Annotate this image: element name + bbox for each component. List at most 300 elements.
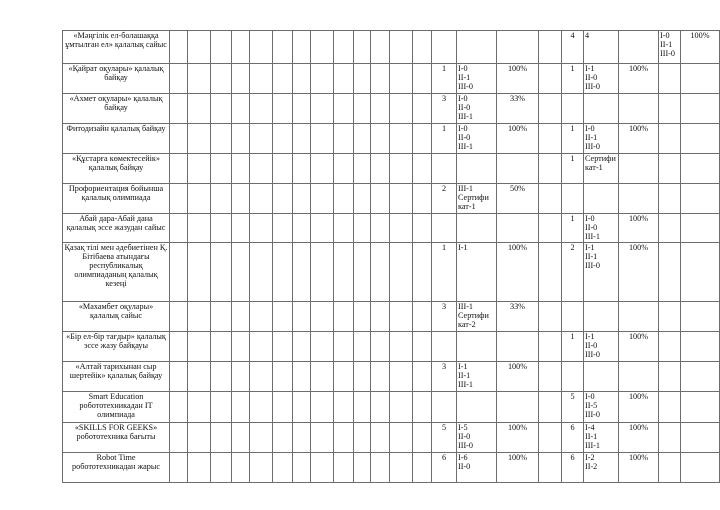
empty-cell [390,423,413,453]
placement-line: кат-1 [585,163,603,172]
empty-cell [354,214,371,243]
empty-cell [170,154,188,184]
empty-cell [371,392,390,423]
placement-line: III-1 [458,142,473,151]
empty-cell [188,392,211,423]
placements-b [584,154,619,184]
quality-percent-a: 100% [497,124,539,154]
placement-line: III-1 [585,441,600,450]
participants-count-b: 4 [562,31,584,64]
empty-cell [170,64,188,94]
empty-cell [170,302,188,332]
placements-b [584,302,619,332]
placements-c [659,154,681,184]
quality-percent-a: 50% [497,184,539,214]
empty-cell [311,243,334,302]
empty-cell [273,362,293,392]
quality-percent-b: 100% [619,124,659,154]
empty-cell [170,332,188,362]
empty-cell [413,453,432,483]
empty-cell [413,243,432,302]
empty-cell [334,124,354,154]
competition-name: «SKILLS FOR GEEKS» робототехника бағыты [74,423,158,441]
placement-line: I-5 [458,423,468,432]
table-row [63,332,720,362]
results-table [62,30,720,483]
quality-percent-a [497,332,539,362]
empty-cell [390,124,413,154]
empty-cell [371,214,390,243]
placement-line: III-0 [660,49,675,58]
competition-name: Smart Education робототехникадан IT олимпиада [79,392,153,419]
quality-percent-a: 33% [497,94,539,124]
quality-percent-c [681,453,720,483]
empty-cell [311,124,334,154]
empty-cell [293,31,311,64]
empty-cell [390,154,413,184]
empty-cell [293,184,311,214]
placement-line: I-4 [585,423,595,432]
placement-line: II-0 [458,133,471,142]
competition-name-cell [63,124,170,154]
competition-name: «Махамбет оқулары» қалалық сайыс [78,302,154,320]
placements-b [584,423,619,453]
empty-cell [293,243,311,302]
empty-cell [293,302,311,332]
empty-cell [371,31,390,64]
competition-name-cell [63,453,170,483]
empty-cell [232,453,250,483]
empty-cell [413,94,432,124]
table-row [63,423,720,453]
empty-cell [273,332,293,362]
empty-cell [334,214,354,243]
quality-percent-b: 100% [619,214,659,243]
quality-percent-b: 100% [619,453,659,483]
placement-line: III-1 [458,380,473,389]
empty-cell [390,302,413,332]
placements-c [659,243,681,302]
quality-percent-c [681,392,720,423]
empty-cell [170,214,188,243]
quality-percent-c [681,154,720,184]
participants-count-a [432,214,457,243]
placement-line: III-0 [585,142,600,151]
placement-line: 4 [585,31,590,40]
quality-percent-a [497,154,539,184]
placement-line: III-1 [458,184,473,193]
quality-percent-c [681,302,720,332]
placement-line: II-1 [458,73,471,82]
empty-cell [232,362,250,392]
empty-cell [413,31,432,64]
empty-cell [211,302,232,332]
competition-name: Профориентация бойынша қалалық олимпиада [68,184,164,202]
participants-count-a: 1 [432,124,457,154]
empty-cell [413,362,432,392]
empty-cell [232,94,250,124]
empty-cell [188,243,211,302]
empty-cell [232,332,250,362]
quality-percent-c [681,184,720,214]
empty-cell [188,453,211,483]
placements-a [457,362,497,392]
empty-cell [390,214,413,243]
placement-line: I-0 [585,214,595,223]
placement-line: I-1 [585,243,595,252]
participants-count-b: 1 [562,214,584,243]
empty-cell [250,423,273,453]
placement-line: кат-1 [458,202,476,211]
placements-b [584,392,619,423]
empty-cell [293,453,311,483]
empty-cell [390,243,413,302]
empty-cell [371,423,390,453]
empty-cell [170,392,188,423]
participants-count-a: 3 [432,362,457,392]
quality-percent-c [681,243,720,302]
placement-line: II-0 [458,103,471,112]
empty-cell [413,64,432,94]
participants-count-b [562,94,584,124]
table-row [63,94,720,124]
placements-b [584,184,619,214]
placement-line: III-1 [458,112,473,121]
placements-c [659,392,681,423]
placement-line: I-0 [585,124,595,133]
competition-name-cell [63,64,170,94]
empty-cell [273,302,293,332]
empty-cell [334,362,354,392]
participants-count-b [562,362,584,392]
empty-cell [211,214,232,243]
placements-a [457,423,497,453]
competition-name: «Бір ел-бір тағдыр» қалалық эссе жазу байқауы [66,332,166,350]
empty-cell [334,453,354,483]
quality-percent-b [619,302,659,332]
empty-cell [413,214,432,243]
empty-cell [211,184,232,214]
empty-cell [293,124,311,154]
placement-line: II-0 [585,223,598,232]
participants-count-b [562,184,584,214]
empty-cell [273,392,293,423]
empty-cell [250,332,273,362]
empty-cell [188,423,211,453]
competition-name: Robot Time робототехникадан жарыс [72,453,160,471]
placements-c [659,184,681,214]
competition-name-cell [63,243,170,302]
empty-cell [250,31,273,64]
placements-a [457,94,497,124]
empty-cell [390,453,413,483]
competition-name: «Мәңгілік ел-болашаққа ұмтылған ел» қалалық сайыс [65,31,167,49]
empty-cell [293,214,311,243]
placements-a [457,302,497,332]
empty-cell [250,94,273,124]
empty-cell [539,124,562,154]
quality-percent-c [681,362,720,392]
empty-cell [354,64,371,94]
participants-count-a: 3 [432,94,457,124]
empty-cell [293,392,311,423]
participants-count-a: 2 [432,184,457,214]
quality-percent-c [681,332,720,362]
placement-line: III-0 [585,350,600,359]
empty-cell [413,423,432,453]
empty-cell [170,94,188,124]
quality-percent-c [681,124,720,154]
empty-cell [334,332,354,362]
placements-c [659,94,681,124]
empty-cell [334,64,354,94]
placements-a [457,243,497,302]
empty-cell [232,184,250,214]
quality-percent-b: 100% [619,332,659,362]
empty-cell [334,184,354,214]
placement-line: II-0 [458,432,471,441]
placements-c [659,423,681,453]
empty-cell [232,124,250,154]
placement-line: III-0 [585,410,600,419]
empty-cell [311,31,334,64]
placement-line: III-0 [585,82,600,91]
empty-cell [250,302,273,332]
empty-cell [413,302,432,332]
empty-cell [354,453,371,483]
placements-b [584,332,619,362]
participants-count-a [432,332,457,362]
table-row [63,124,720,154]
placement-line: кат-2 [458,320,476,329]
empty-cell [539,243,562,302]
quality-percent-c: 100% [681,31,720,64]
participants-count-b: 2 [562,243,584,302]
empty-cell [232,154,250,184]
empty-cell [211,94,232,124]
participants-count-a [432,154,457,184]
empty-cell [250,392,273,423]
empty-cell [413,154,432,184]
quality-percent-a: 100% [497,64,539,94]
empty-cell [354,31,371,64]
empty-cell [273,94,293,124]
empty-cell [250,362,273,392]
quality-percent-b [619,94,659,124]
placement-line: II-0 [458,462,471,471]
empty-cell [293,332,311,362]
empty-cell [539,302,562,332]
participants-count-a: 5 [432,423,457,453]
empty-cell [273,184,293,214]
quality-percent-a [497,392,539,423]
empty-cell [354,124,371,154]
empty-cell [311,184,334,214]
placements-a [457,214,497,243]
table-row [63,64,720,94]
empty-cell [250,453,273,483]
placement-line: II-0 [585,341,598,350]
empty-cell [170,453,188,483]
placements-b [584,124,619,154]
empty-cell [188,124,211,154]
placements-c [659,64,681,94]
empty-cell [334,94,354,124]
empty-cell [390,64,413,94]
empty-cell [354,423,371,453]
empty-cell [211,243,232,302]
empty-cell [334,423,354,453]
empty-cell [371,64,390,94]
quality-percent-b: 100% [619,243,659,302]
competition-name-cell [63,332,170,362]
empty-cell [371,302,390,332]
empty-cell [293,423,311,453]
empty-cell [273,453,293,483]
placements-b [584,64,619,94]
quality-percent-c [681,94,720,124]
empty-cell [311,64,334,94]
competition-name: Қазақ тілі мен әдебиетінен Қ. Бітібаева атындағы республикалық олимпиаданың қалалық кезеңі [64,243,168,288]
table-row [63,243,720,302]
placements-a [457,392,497,423]
empty-cell [539,362,562,392]
quality-percent-b: 100% [619,423,659,453]
empty-cell [354,332,371,362]
empty-cell [211,453,232,483]
empty-cell [293,64,311,94]
placements-c [659,332,681,362]
empty-cell [232,64,250,94]
empty-cell [273,423,293,453]
competition-name-cell [63,362,170,392]
quality-percent-b [619,184,659,214]
placements-a [457,184,497,214]
empty-cell [250,154,273,184]
placement-line: I-0 [458,124,468,133]
placements-c [659,124,681,154]
empty-cell [170,184,188,214]
empty-cell [250,214,273,243]
competition-name-cell [63,392,170,423]
empty-cell [413,124,432,154]
empty-cell [390,362,413,392]
empty-cell [170,243,188,302]
placement-line: II-1 [585,432,598,441]
placement-line: Сертифи [585,154,616,163]
empty-cell [371,124,390,154]
empty-cell [311,453,334,483]
participants-count-b: 5 [562,392,584,423]
empty-cell [539,332,562,362]
participants-count-a: 3 [432,302,457,332]
empty-cell [539,423,562,453]
empty-cell [371,154,390,184]
participants-count-b: 1 [562,332,584,362]
empty-cell [311,423,334,453]
empty-cell [371,453,390,483]
empty-cell [273,124,293,154]
empty-cell [390,184,413,214]
empty-cell [311,362,334,392]
placements-c [659,453,681,483]
empty-cell [311,154,334,184]
empty-cell [250,64,273,94]
quality-percent-a: 100% [497,453,539,483]
participants-count-b: 1 [562,154,584,184]
empty-cell [354,154,371,184]
empty-cell [250,124,273,154]
empty-cell [539,453,562,483]
quality-percent-b [619,362,659,392]
empty-cell [371,362,390,392]
participants-count-b [562,302,584,332]
empty-cell [334,392,354,423]
empty-cell [273,243,293,302]
placement-line: I-0 [458,64,468,73]
placements-b [584,243,619,302]
placements-b [584,453,619,483]
competition-name-cell [63,214,170,243]
empty-cell [354,184,371,214]
table-row [63,302,720,332]
competition-name-cell [63,31,170,64]
competition-name-cell [63,94,170,124]
empty-cell [539,94,562,124]
placements-b [584,94,619,124]
placements-b [584,362,619,392]
empty-cell [211,124,232,154]
empty-cell [413,332,432,362]
empty-cell [188,154,211,184]
competition-name: «Ахмет оқулары» қалалық байқау [69,94,163,112]
table-row [63,392,720,423]
placement-line: II-1 [585,133,598,142]
empty-cell [539,154,562,184]
empty-cell [232,392,250,423]
participants-count-b: 6 [562,423,584,453]
empty-cell [371,94,390,124]
competition-name: Абай дара-Абай дана қалалық эссе жазудан сайыс [66,214,166,232]
quality-percent-a: 100% [497,423,539,453]
table-row [63,362,720,392]
placements-a [457,124,497,154]
empty-cell [293,362,311,392]
placement-line: III-0 [585,261,600,270]
competition-name-cell [63,154,170,184]
quality-percent-c [681,214,720,243]
empty-cell [293,94,311,124]
empty-cell [354,243,371,302]
competition-name: «Қайрат оқулары» қалалық байқау [68,64,164,82]
empty-cell [232,302,250,332]
placement-line: I-0 [458,94,468,103]
empty-cell [311,94,334,124]
quality-percent-a [497,31,539,64]
quality-percent-b: 100% [619,64,659,94]
placement-line: Сертифи [458,193,489,202]
empty-cell [539,64,562,94]
empty-cell [188,94,211,124]
placements-a [457,332,497,362]
quality-percent-c [681,64,720,94]
empty-cell [390,31,413,64]
empty-cell [311,392,334,423]
competition-name: «Алтай тарихынан сыр шертейік» қалалық байқау [69,362,163,380]
participants-count-a: 1 [432,243,457,302]
participants-count-b: 1 [562,64,584,94]
placement-line: Сертифи [458,311,489,320]
